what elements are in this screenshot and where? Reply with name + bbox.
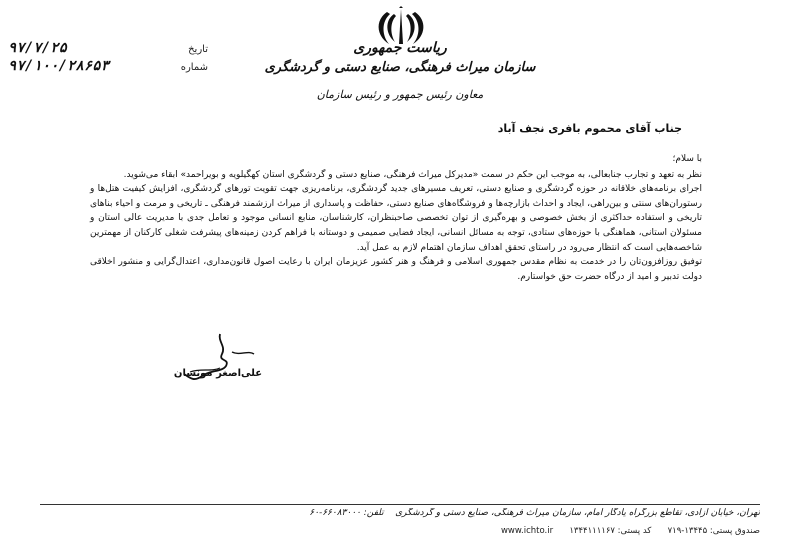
- footer-code-label: کد پستی:: [617, 526, 652, 536]
- letter-body: [90, 152, 702, 284]
- signer-name: علی‌اصغر مونسان: [173, 368, 263, 379]
- footer-postal-label: صندوق پستی:: [709, 526, 760, 536]
- number-label: شماره: [180, 62, 208, 73]
- signature-icon: [160, 332, 280, 402]
- number-value: ۹۷/۱۰۰/۲۸۶۵۳: [8, 58, 110, 74]
- salutation: با سلام؛: [672, 154, 702, 164]
- footer-postal: ۱۳۴۴۵-۷۱۹: [667, 526, 708, 536]
- footer-divider: [40, 504, 760, 505]
- header-line-vice-president: معاون رئیس جمهور و رئیس سازمان: [316, 88, 484, 101]
- paragraph-1: نظر به تعهد و تجارب جنابعالی، به موجب این حکم در سمت «مدیرکل میراث فرهنگی، صنایع دستی و گردشگری استان کهگیلویه و بویراحمد» ابقاء می‌شوید.: [123, 169, 702, 180]
- footer-website: www.ichto.ir: [500, 526, 554, 536]
- footer-phone: ۶۶۰۸۳۰۰۰-۶۰: [309, 508, 361, 518]
- number-row: [8, 58, 208, 76]
- date-row: [8, 40, 208, 58]
- addressee: جناب آقای محموم بافری نجف آباد: [497, 122, 682, 135]
- paragraph-2: اجرای برنامه‌های خلاقانه در حوزه گردشگری و صنایع دستی، تعریف مسیرهای جدید گردشگری، برنامه‌ریزی جهت تقویت تورهای گردشگری، افزایش کیفیت هتل‌ها و رستوران‌های سنتی و بین‌راهی، ایجاد و احداث بازارچه‌ها و فروشگاه‌های صنایع دستی، حفاظت و پاسداری از میراث ارزشمند فرهنگی ـ تاریخی و مرمت و احیاء بناهای تاریخی و استفاده حداکثری از بخش خصوصی و بهره‌گیری از توان تخصصی صاحبنظران، کارشناسان، منابع انسانی موجود و تعامل جدی با مدیریت عالی استان و مسئولان استانی، هماهنگی با حوزه‌های ستادی، توجه به مسائل انسانی، ایجاد فضایی صمیمی و دوستانه با فراهم کردن زمینه‌های پیشرفت شغلی کارکنان از مهمترین شاخصه‌هایی است که انتظار می‌رود در راستای تحقق اهداف سازمان اهتمام لازم به عمل آید.: [90, 184, 702, 253]
- header-line-organization: سازمان میراث فرهنگی، صنایع دستی و گردشگری: [264, 60, 536, 75]
- header-line-presidency: ریاست جمهوری: [353, 40, 447, 56]
- paragraph-3: توفیق روزافزون‌تان را در خدمت به نظام مقدس جمهوری اسلامی و فرهنگ و هنر کشور عزیزمان ایران با رعایت اصول قانون‌مداری، اعتدال‌گرایی و منشور اخلاقی دولت تدبیر و امید از درگاه حضرت حق خواستارم.: [90, 257, 702, 282]
- footer-contact-line: [40, 526, 760, 536]
- date-value: ۹۷/۷/۲۵: [8, 40, 68, 56]
- footer-code: ۱۳۴۴۱۱۱۱۶۷: [569, 526, 615, 536]
- footer-address: تهران، خیابان آزادی، تقاطع بزرگراه یادگار امام، سازمان میراث فرهنگی، صنایع دستی و گردشگری: [395, 508, 760, 518]
- footer-phone-label: تلفن:: [363, 508, 384, 518]
- letter-meta: [8, 40, 208, 76]
- date-label: تاریخ: [188, 44, 208, 55]
- footer-address-line: [40, 508, 760, 518]
